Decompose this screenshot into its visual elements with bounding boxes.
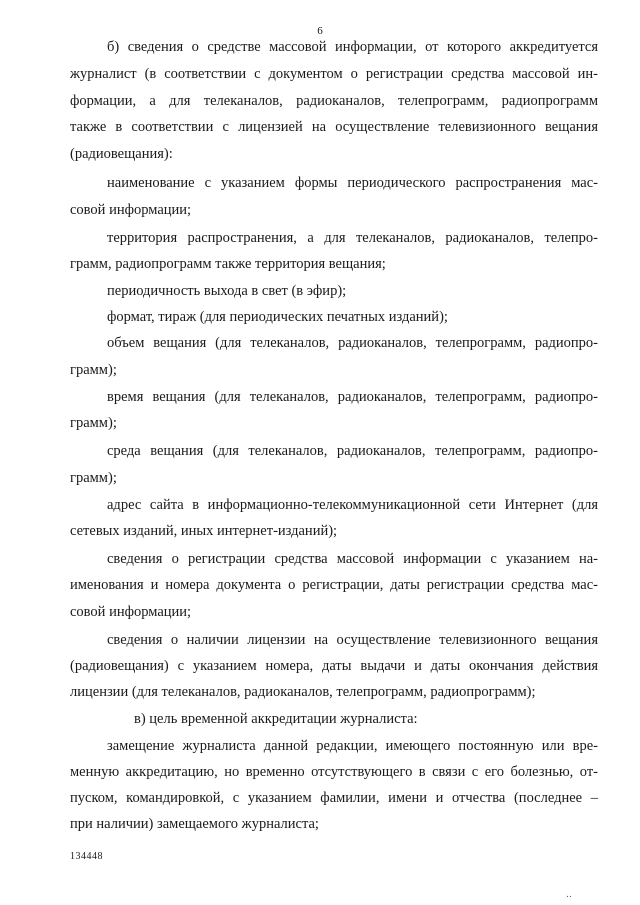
text-line: (радиовещания) с указанием номера, даты выдачи и даты окончания действия bbox=[70, 658, 598, 674]
text-line: территория распространения, а для телеканалов, радиоканалов, телепро- bbox=[107, 230, 598, 246]
text-line: менную аккредитацию, но временно отсутствующего в связи с его болезнью, от- bbox=[70, 764, 598, 780]
text-line: сведения о регистрации средства массовой информации с указанием на- bbox=[107, 551, 598, 567]
text-line: при наличии) замещаемого журналиста; bbox=[70, 816, 319, 832]
corner-mark: ‥ bbox=[566, 889, 573, 899]
text-line: адрес сайта в информационно-телекоммуникационной сети Интернет (для bbox=[107, 497, 598, 513]
text-line: замещение журналиста данной редакции, имеющего постоянную или вре- bbox=[107, 738, 598, 754]
text-line: совой информации; bbox=[70, 202, 192, 218]
text-line: пуском, командировкой, с указанием фамилии, имени и отчества (последнее – bbox=[70, 790, 598, 806]
text-line: грамм); bbox=[70, 415, 117, 431]
page-number: 6 bbox=[317, 25, 323, 37]
text-line: в) цель временной аккредитации журналиста: bbox=[134, 711, 418, 727]
text-line: именования и номера документа о регистрации, даты регистрации средства мас- bbox=[70, 577, 598, 593]
text-line: среда вещания (для телеканалов, радиоканалов, телепрограмм, радиопро- bbox=[107, 443, 598, 459]
text-line: совой информации; bbox=[70, 604, 192, 620]
text-line: б) сведения о средстве массовой информации, от которого аккредитуется bbox=[107, 39, 598, 55]
text-line: также в соответствии с лицензией на осуществление телевизионного вещания bbox=[70, 119, 598, 135]
text-line: (радиовещания): bbox=[70, 146, 173, 162]
text-line: грамм); bbox=[70, 470, 117, 486]
text-line: время вещания (для телеканалов, радиоканалов, телепрограмм, радиопро- bbox=[107, 389, 598, 405]
text-line: формат, тираж (для периодических печатных изданий); bbox=[107, 309, 448, 325]
text-line: наименование с указанием формы периодического распространения мас- bbox=[107, 175, 598, 191]
text-line: грамм); bbox=[70, 362, 117, 378]
text-line: периодичность выхода в свет (в эфир); bbox=[107, 283, 347, 299]
text-line: сетевых изданий, иных интернет-изданий); bbox=[70, 523, 338, 539]
text-line: формации, а для телеканалов, радиоканалов, телепрограмм, радиопрограмм bbox=[70, 93, 598, 109]
text-line: грамм, радиопрограмм также территория вещания; bbox=[70, 256, 386, 272]
text-line: журналист (в соответствии с документом о регистрации средства массовой ин- bbox=[70, 66, 598, 82]
document-code: 134448 bbox=[70, 851, 103, 862]
text-line: объем вещания (для телеканалов, радиоканалов, телепрограмм, радиопро- bbox=[107, 335, 598, 351]
text-line: сведения о наличии лицензии на осуществление телевизионного вещания bbox=[107, 632, 598, 648]
text-line: лицензии (для телеканалов, радиоканалов, телепрограмм, радиопрограмм); bbox=[70, 684, 536, 700]
